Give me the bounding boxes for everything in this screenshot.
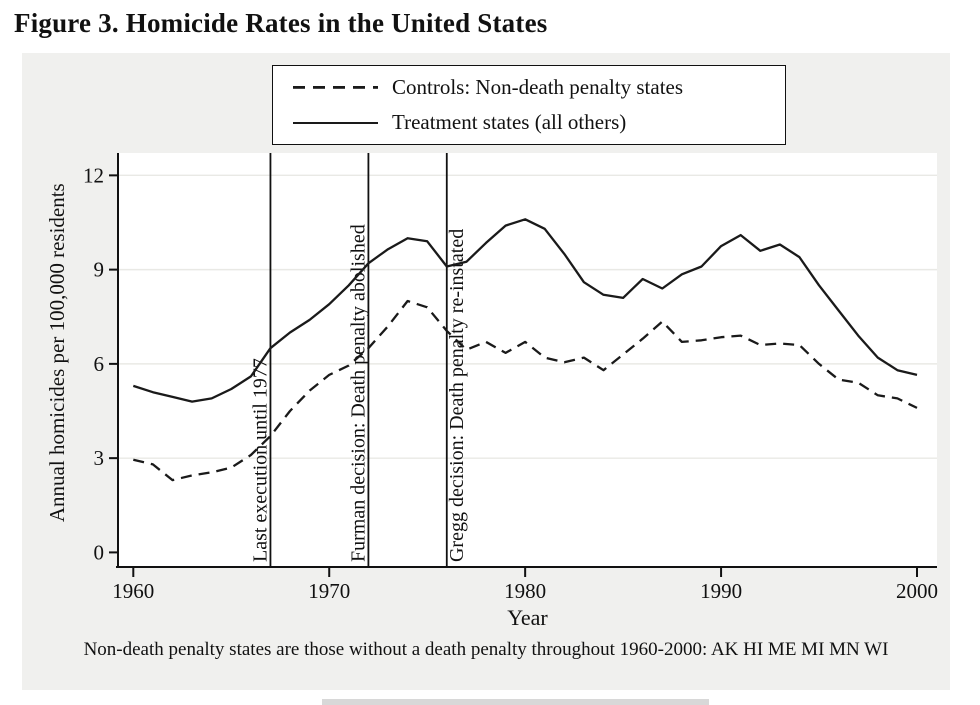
legend-row-controls xyxy=(273,74,785,102)
legend-label-treatment: Treatment states (all others) xyxy=(392,110,627,134)
legend-label-controls: Controls: Non-death penalty states xyxy=(392,75,684,99)
bottom-divider-bar xyxy=(322,699,709,705)
x-tick-label-1990: 1990 xyxy=(700,579,743,603)
dashed-line-sample xyxy=(293,86,378,89)
x-axis-title: Year xyxy=(507,605,548,630)
y-tick-label-6: 6 xyxy=(93,351,104,376)
x-tick-label-1960: 1960 xyxy=(112,579,155,603)
x-tick-label-2000: 2000 xyxy=(896,579,938,603)
y-tick-label-3: 3 xyxy=(93,446,104,471)
chart-legend xyxy=(272,65,786,145)
x-tick-label-1980: 1980 xyxy=(504,579,547,603)
y-axis-title: Annual homicides per 100,000 residents xyxy=(45,183,69,523)
figure-footnote: Non-death penalty states are those without a death penalty throughout 1960-2000: AK HI ME MI MN WI xyxy=(83,639,889,660)
x-tick-label-1970: 1970 xyxy=(308,579,351,603)
y-tick-label-12: 12 xyxy=(83,163,104,188)
chart-panel xyxy=(22,53,950,690)
ref-label-1972: Furman decision: Death penalty abolished xyxy=(347,224,370,562)
figure-title: Figure 3. Homicide Rates in the United States xyxy=(14,8,548,38)
legend-row-treatment xyxy=(273,109,785,137)
y-tick-label-0: 0 xyxy=(93,540,104,565)
ref-label-1976: Gregg decision: Death penalty re-instated xyxy=(445,228,468,562)
solid-line-sample xyxy=(293,122,378,124)
ref-label-1967: Last execution until 1977 xyxy=(249,358,272,562)
y-tick-label-9: 9 xyxy=(93,257,104,282)
